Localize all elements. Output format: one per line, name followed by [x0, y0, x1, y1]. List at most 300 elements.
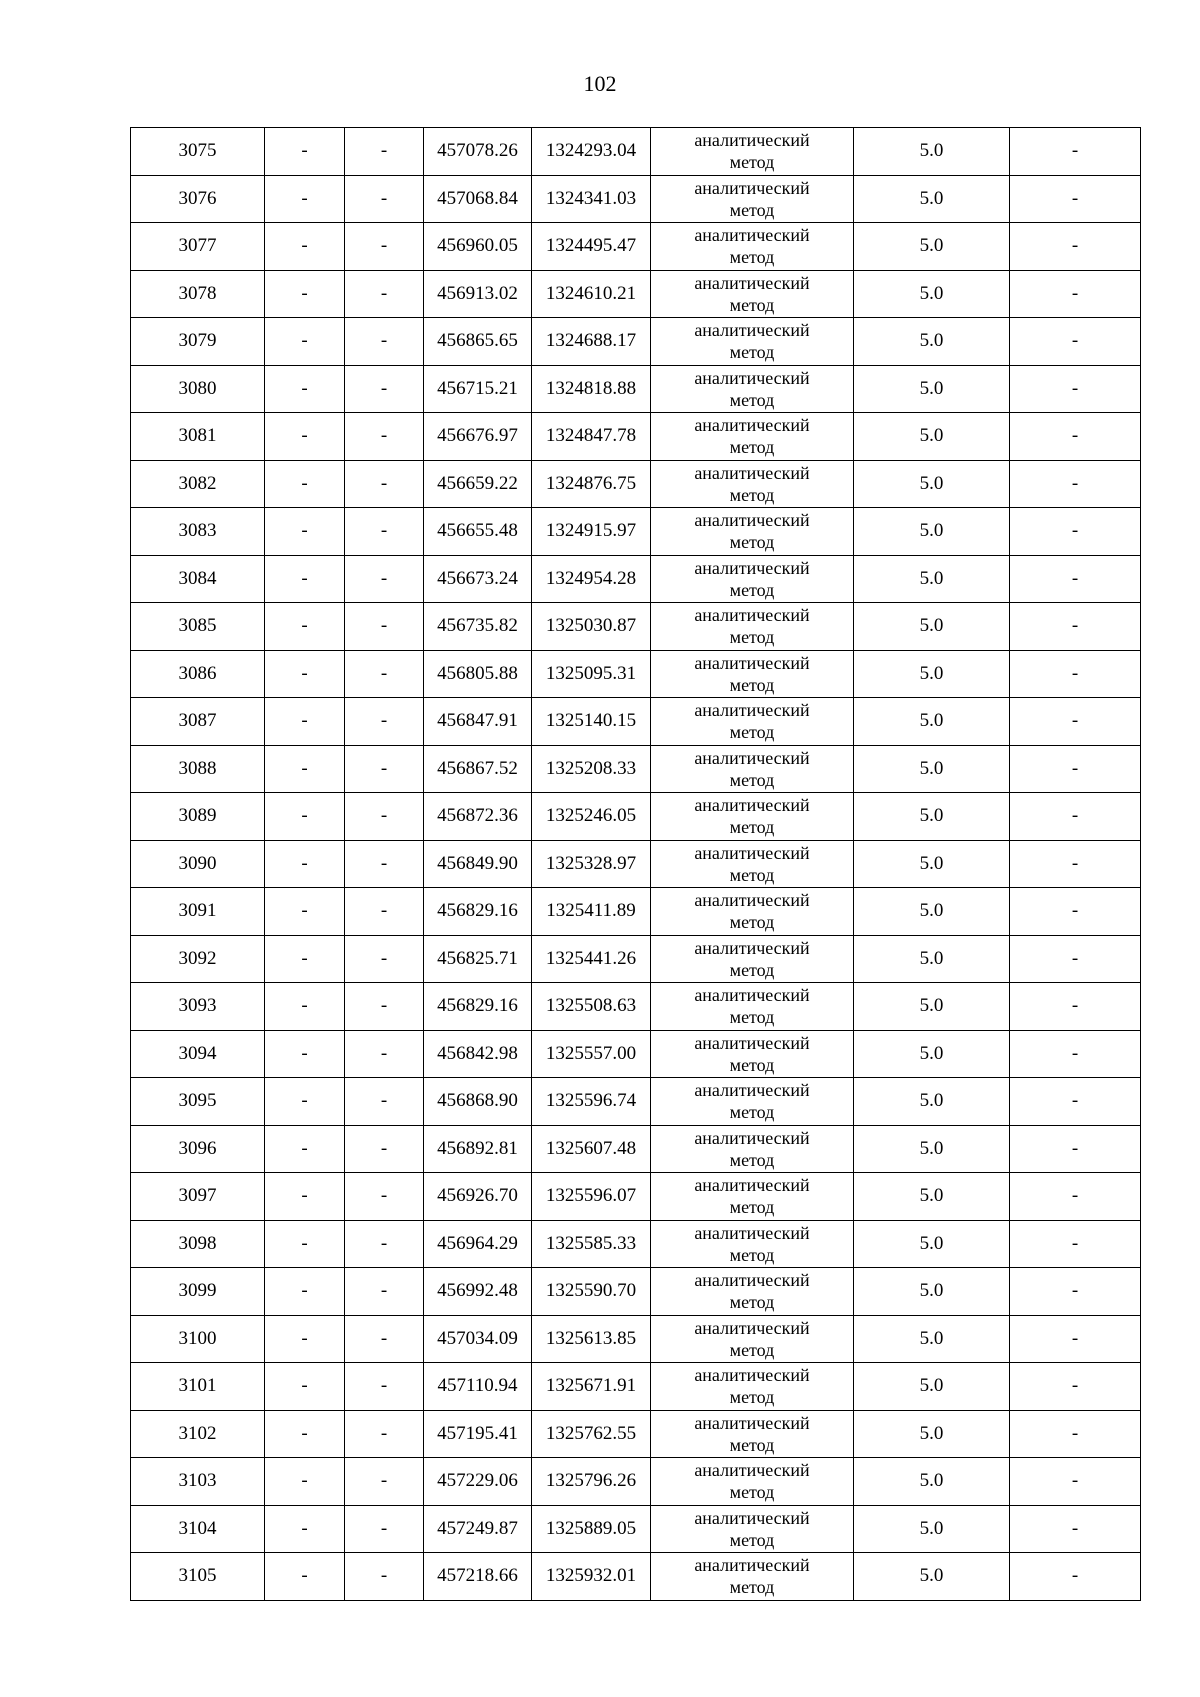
accuracy-cell: 5.0 [854, 1410, 1010, 1458]
point-number-cell: 3101 [131, 1363, 265, 1411]
method-text-line: метод [729, 1529, 775, 1550]
point-number-cell: 3082 [131, 460, 265, 508]
y-coordinate-cell: 1325557.00 [532, 1030, 651, 1078]
col3-cell: - [345, 508, 424, 556]
method-text-line: аналитический [694, 557, 810, 578]
method-text-line: аналитический [694, 1365, 810, 1386]
col8-cell: - [1010, 745, 1141, 793]
y-coordinate-cell: 1325585.33 [532, 1220, 651, 1268]
y-coordinate-cell: 1325328.97 [532, 840, 651, 888]
x-coordinate-cell: 456964.29 [424, 1220, 532, 1268]
y-coordinate-cell: 1325607.48 [532, 1125, 651, 1173]
x-coordinate-cell: 456676.97 [424, 413, 532, 461]
method-text-line: аналитический [694, 652, 810, 673]
x-coordinate-cell: 456805.88 [424, 650, 532, 698]
col8-cell: - [1010, 1553, 1141, 1601]
col3-cell: - [345, 365, 424, 413]
col3-cell: - [345, 745, 424, 793]
y-coordinate-cell: 1324847.78 [532, 413, 651, 461]
method-cell [651, 508, 854, 556]
point-number-cell: 3085 [131, 603, 265, 651]
point-number-cell: 3076 [131, 175, 265, 223]
col3-cell: - [345, 1173, 424, 1221]
y-coordinate-cell: 1325932.01 [532, 1553, 651, 1601]
table-row [131, 365, 1141, 413]
method-text-line: аналитический [694, 1127, 810, 1148]
accuracy-cell: 5.0 [854, 1125, 1010, 1173]
accuracy-cell: 5.0 [854, 1363, 1010, 1411]
x-coordinate-cell: 456992.48 [424, 1268, 532, 1316]
point-number-cell: 3087 [131, 698, 265, 746]
method-text-line: аналитический [694, 1460, 810, 1481]
method-cell [651, 840, 854, 888]
method-text-line: метод [729, 1577, 775, 1598]
col2-cell: - [265, 840, 345, 888]
method-text-line: метод [729, 389, 775, 410]
y-coordinate-cell: 1325590.70 [532, 1268, 651, 1316]
method-text-line: аналитический [694, 747, 810, 768]
method-text-line: аналитический [694, 510, 810, 531]
method-text-line: аналитический [694, 1222, 810, 1243]
point-number-cell: 3084 [131, 555, 265, 603]
method-text-line: аналитический [694, 985, 810, 1006]
accuracy-cell: 5.0 [854, 935, 1010, 983]
method-text-line: метод [729, 1482, 775, 1503]
method-text-line: аналитический [694, 890, 810, 911]
method-cell [651, 1030, 854, 1078]
x-coordinate-cell: 456960.05 [424, 223, 532, 271]
method-text-line: метод [729, 152, 775, 173]
method-cell [651, 650, 854, 698]
method-text-line: аналитический [694, 795, 810, 816]
y-coordinate-cell: 1325596.74 [532, 1078, 651, 1126]
x-coordinate-cell: 456735.82 [424, 603, 532, 651]
col3-cell: - [345, 270, 424, 318]
y-coordinate-cell: 1324954.28 [532, 555, 651, 603]
col3-cell: - [345, 413, 424, 461]
method-text-line: метод [729, 912, 775, 933]
col2-cell: - [265, 1458, 345, 1506]
y-coordinate-cell: 1324818.88 [532, 365, 651, 413]
method-cell [651, 175, 854, 223]
method-cell [651, 1125, 854, 1173]
point-number-cell: 3093 [131, 983, 265, 1031]
table-row [131, 888, 1141, 936]
method-cell [651, 1220, 854, 1268]
col2-cell: - [265, 1220, 345, 1268]
col3-cell: - [345, 1315, 424, 1363]
y-coordinate-cell: 1325671.91 [532, 1363, 651, 1411]
method-text-line: метод [729, 1102, 775, 1123]
col2-cell: - [265, 460, 345, 508]
col2-cell: - [265, 888, 345, 936]
method-cell [651, 1363, 854, 1411]
col3-cell: - [345, 1410, 424, 1458]
y-coordinate-cell: 1324688.17 [532, 318, 651, 366]
method-text-line: аналитический [694, 605, 810, 626]
accuracy-cell: 5.0 [854, 840, 1010, 888]
method-text-line: аналитический [694, 1555, 810, 1576]
y-coordinate-cell: 1325030.87 [532, 603, 651, 651]
col2-cell: - [265, 1553, 345, 1601]
x-coordinate-cell: 457249.87 [424, 1505, 532, 1553]
col2-cell: - [265, 745, 345, 793]
col2-cell: - [265, 935, 345, 983]
col3-cell: - [345, 1030, 424, 1078]
y-coordinate-cell: 1324293.04 [532, 128, 651, 176]
x-coordinate-cell: 457078.26 [424, 128, 532, 176]
method-cell [651, 1410, 854, 1458]
table-row [131, 128, 1141, 176]
accuracy-cell: 5.0 [854, 603, 1010, 651]
col2-cell: - [265, 793, 345, 841]
method-cell [651, 1173, 854, 1221]
method-text-line: метод [729, 532, 775, 553]
col3-cell: - [345, 983, 424, 1031]
col2-cell: - [265, 223, 345, 271]
col2-cell: - [265, 128, 345, 176]
method-cell [651, 603, 854, 651]
method-text-line: метод [729, 1387, 775, 1408]
method-text-line: метод [729, 627, 775, 648]
accuracy-cell: 5.0 [854, 1458, 1010, 1506]
accuracy-cell: 5.0 [854, 793, 1010, 841]
method-text-line: метод [729, 1197, 775, 1218]
point-number-cell: 3083 [131, 508, 265, 556]
method-text-line: метод [729, 484, 775, 505]
y-coordinate-cell: 1325140.15 [532, 698, 651, 746]
col2-cell: - [265, 1505, 345, 1553]
col3-cell: - [345, 698, 424, 746]
x-coordinate-cell: 456655.48 [424, 508, 532, 556]
table-row [131, 1268, 1141, 1316]
accuracy-cell: 5.0 [854, 555, 1010, 603]
method-cell [651, 698, 854, 746]
x-coordinate-cell: 456913.02 [424, 270, 532, 318]
col8-cell: - [1010, 223, 1141, 271]
x-coordinate-cell: 456868.90 [424, 1078, 532, 1126]
method-text-line: метод [729, 1292, 775, 1313]
method-text-line: метод [729, 864, 775, 885]
table-row [131, 1363, 1141, 1411]
accuracy-cell: 5.0 [854, 983, 1010, 1031]
method-cell [651, 1315, 854, 1363]
table-row [131, 1315, 1141, 1363]
method-text-line: метод [729, 579, 775, 600]
col8-cell: - [1010, 1505, 1141, 1553]
table-row [131, 270, 1141, 318]
method-text-line: метод [729, 294, 775, 315]
col2-cell: - [265, 698, 345, 746]
method-text-line: аналитический [694, 130, 810, 151]
method-text-line: аналитический [694, 700, 810, 721]
accuracy-cell: 5.0 [854, 1078, 1010, 1126]
x-coordinate-cell: 456865.65 [424, 318, 532, 366]
col8-cell: - [1010, 1315, 1141, 1363]
col2-cell: - [265, 1315, 345, 1363]
method-text-line: метод [729, 1149, 775, 1170]
col2-cell: - [265, 1268, 345, 1316]
point-number-cell: 3099 [131, 1268, 265, 1316]
method-text-line: аналитический [694, 177, 810, 198]
col3-cell: - [345, 555, 424, 603]
y-coordinate-cell: 1325596.07 [532, 1173, 651, 1221]
table-row [131, 983, 1141, 1031]
x-coordinate-cell: 457229.06 [424, 1458, 532, 1506]
col8-cell: - [1010, 1458, 1141, 1506]
table-body [131, 128, 1141, 1601]
col2-cell: - [265, 1173, 345, 1221]
accuracy-cell: 5.0 [854, 223, 1010, 271]
table-row [131, 1220, 1141, 1268]
method-cell [651, 745, 854, 793]
method-cell [651, 555, 854, 603]
col3-cell: - [345, 650, 424, 698]
table-row [131, 793, 1141, 841]
col8-cell: - [1010, 1173, 1141, 1221]
col3-cell: - [345, 460, 424, 508]
table-row [131, 223, 1141, 271]
method-cell [651, 1268, 854, 1316]
col8-cell: - [1010, 365, 1141, 413]
method-text-line: метод [729, 1054, 775, 1075]
y-coordinate-cell: 1324876.75 [532, 460, 651, 508]
col8-cell: - [1010, 318, 1141, 366]
point-number-cell: 3086 [131, 650, 265, 698]
method-cell [651, 983, 854, 1031]
col8-cell: - [1010, 603, 1141, 651]
method-text-line: метод [729, 959, 775, 980]
y-coordinate-cell: 1325441.26 [532, 935, 651, 983]
accuracy-cell: 5.0 [854, 128, 1010, 176]
col3-cell: - [345, 1125, 424, 1173]
y-coordinate-cell: 1325796.26 [532, 1458, 651, 1506]
table-row [131, 508, 1141, 556]
method-text-line: метод [729, 437, 775, 458]
point-number-cell: 3100 [131, 1315, 265, 1363]
x-coordinate-cell: 456847.91 [424, 698, 532, 746]
accuracy-cell: 5.0 [854, 1315, 1010, 1363]
col3-cell: - [345, 1268, 424, 1316]
point-number-cell: 3095 [131, 1078, 265, 1126]
col8-cell: - [1010, 1410, 1141, 1458]
point-number-cell: 3079 [131, 318, 265, 366]
point-number-cell: 3089 [131, 793, 265, 841]
accuracy-cell: 5.0 [854, 698, 1010, 746]
point-number-cell: 3075 [131, 128, 265, 176]
method-text-line: метод [729, 817, 775, 838]
y-coordinate-cell: 1325508.63 [532, 983, 651, 1031]
x-coordinate-cell: 456872.36 [424, 793, 532, 841]
accuracy-cell: 5.0 [854, 460, 1010, 508]
col8-cell: - [1010, 1363, 1141, 1411]
point-number-cell: 3098 [131, 1220, 265, 1268]
accuracy-cell: 5.0 [854, 1220, 1010, 1268]
col3-cell: - [345, 1078, 424, 1126]
method-text-line: метод [729, 1244, 775, 1265]
table-row [131, 460, 1141, 508]
x-coordinate-cell: 457218.66 [424, 1553, 532, 1601]
accuracy-cell: 5.0 [854, 175, 1010, 223]
col8-cell: - [1010, 840, 1141, 888]
x-coordinate-cell: 456659.22 [424, 460, 532, 508]
method-text-line: аналитический [694, 937, 810, 958]
method-text-line: метод [729, 1007, 775, 1028]
point-number-cell: 3077 [131, 223, 265, 271]
method-text-line: аналитический [694, 1080, 810, 1101]
point-number-cell: 3104 [131, 1505, 265, 1553]
table-row [131, 555, 1141, 603]
x-coordinate-cell: 456842.98 [424, 1030, 532, 1078]
table-row [131, 1125, 1141, 1173]
col3-cell: - [345, 223, 424, 271]
x-coordinate-cell: 456867.52 [424, 745, 532, 793]
method-cell [651, 1553, 854, 1601]
point-number-cell: 3078 [131, 270, 265, 318]
col3-cell: - [345, 603, 424, 651]
col8-cell: - [1010, 1125, 1141, 1173]
method-text-line: метод [729, 722, 775, 743]
col8-cell: - [1010, 175, 1141, 223]
method-text-line: аналитический [694, 367, 810, 388]
col2-cell: - [265, 175, 345, 223]
method-text-line: аналитический [694, 462, 810, 483]
x-coordinate-cell: 456715.21 [424, 365, 532, 413]
col3-cell: - [345, 1220, 424, 1268]
method-text-line: аналитический [694, 1317, 810, 1338]
accuracy-cell: 5.0 [854, 1505, 1010, 1553]
col3-cell: - [345, 1553, 424, 1601]
col8-cell: - [1010, 555, 1141, 603]
method-text-line: аналитический [694, 1412, 810, 1433]
x-coordinate-cell: 456926.70 [424, 1173, 532, 1221]
col2-cell: - [265, 1363, 345, 1411]
col8-cell: - [1010, 128, 1141, 176]
point-number-cell: 3105 [131, 1553, 265, 1601]
accuracy-cell: 5.0 [854, 413, 1010, 461]
col8-cell: - [1010, 1220, 1141, 1268]
method-cell [651, 460, 854, 508]
method-text-line: аналитический [694, 1270, 810, 1291]
y-coordinate-cell: 1324610.21 [532, 270, 651, 318]
col2-cell: - [265, 1030, 345, 1078]
accuracy-cell: 5.0 [854, 1030, 1010, 1078]
method-text-line: аналитический [694, 272, 810, 293]
y-coordinate-cell: 1325095.31 [532, 650, 651, 698]
method-cell [651, 413, 854, 461]
method-cell [651, 1458, 854, 1506]
col8-cell: - [1010, 650, 1141, 698]
table-row [131, 935, 1141, 983]
table-row [131, 650, 1141, 698]
y-coordinate-cell: 1325208.33 [532, 745, 651, 793]
accuracy-cell: 5.0 [854, 1553, 1010, 1601]
point-number-cell: 3094 [131, 1030, 265, 1078]
method-text-line: аналитический [694, 225, 810, 246]
accuracy-cell: 5.0 [854, 270, 1010, 318]
method-text-line: метод [729, 1339, 775, 1360]
coordinates-table [130, 127, 1141, 1601]
table-row [131, 1505, 1141, 1553]
x-coordinate-cell: 457195.41 [424, 1410, 532, 1458]
method-cell [651, 1078, 854, 1126]
col3-cell: - [345, 1458, 424, 1506]
table-row [131, 175, 1141, 223]
point-number-cell: 3090 [131, 840, 265, 888]
table-row [131, 1458, 1141, 1506]
col2-cell: - [265, 365, 345, 413]
col3-cell: - [345, 1363, 424, 1411]
y-coordinate-cell: 1325411.89 [532, 888, 651, 936]
y-coordinate-cell: 1325762.55 [532, 1410, 651, 1458]
method-text-line: аналитический [694, 842, 810, 863]
method-cell [651, 935, 854, 983]
method-text-line: аналитический [694, 1032, 810, 1053]
table-row [131, 1173, 1141, 1221]
point-number-cell: 3102 [131, 1410, 265, 1458]
y-coordinate-cell: 1324915.97 [532, 508, 651, 556]
col8-cell: - [1010, 508, 1141, 556]
table-row [131, 603, 1141, 651]
method-text-line: метод [729, 674, 775, 695]
x-coordinate-cell: 456849.90 [424, 840, 532, 888]
point-number-cell: 3081 [131, 413, 265, 461]
col8-cell: - [1010, 1268, 1141, 1316]
col2-cell: - [265, 1078, 345, 1126]
col3-cell: - [345, 793, 424, 841]
y-coordinate-cell: 1325246.05 [532, 793, 651, 841]
x-coordinate-cell: 457034.09 [424, 1315, 532, 1363]
col2-cell: - [265, 1125, 345, 1173]
accuracy-cell: 5.0 [854, 365, 1010, 413]
table-row [131, 318, 1141, 366]
x-coordinate-cell: 456829.16 [424, 888, 532, 936]
col8-cell: - [1010, 983, 1141, 1031]
col2-cell: - [265, 983, 345, 1031]
method-text-line: аналитический [694, 415, 810, 436]
table-row [131, 1030, 1141, 1078]
col3-cell: - [345, 935, 424, 983]
col3-cell: - [345, 888, 424, 936]
col2-cell: - [265, 603, 345, 651]
y-coordinate-cell: 1325613.85 [532, 1315, 651, 1363]
x-coordinate-cell: 456673.24 [424, 555, 532, 603]
method-cell [651, 128, 854, 176]
table-row [131, 1078, 1141, 1126]
point-number-cell: 3103 [131, 1458, 265, 1506]
point-number-cell: 3080 [131, 365, 265, 413]
x-coordinate-cell: 456892.81 [424, 1125, 532, 1173]
col3-cell: - [345, 840, 424, 888]
col2-cell: - [265, 508, 345, 556]
col8-cell: - [1010, 888, 1141, 936]
method-cell [651, 1505, 854, 1553]
col2-cell: - [265, 270, 345, 318]
method-cell [651, 270, 854, 318]
col3-cell: - [345, 318, 424, 366]
accuracy-cell: 5.0 [854, 1268, 1010, 1316]
method-text-line: аналитический [694, 320, 810, 341]
point-number-cell: 3092 [131, 935, 265, 983]
accuracy-cell: 5.0 [854, 650, 1010, 698]
col8-cell: - [1010, 793, 1141, 841]
col8-cell: - [1010, 1078, 1141, 1126]
col8-cell: - [1010, 460, 1141, 508]
method-cell [651, 793, 854, 841]
method-text-line: аналитический [694, 1175, 810, 1196]
accuracy-cell: 5.0 [854, 508, 1010, 556]
method-text-line: метод [729, 1434, 775, 1455]
